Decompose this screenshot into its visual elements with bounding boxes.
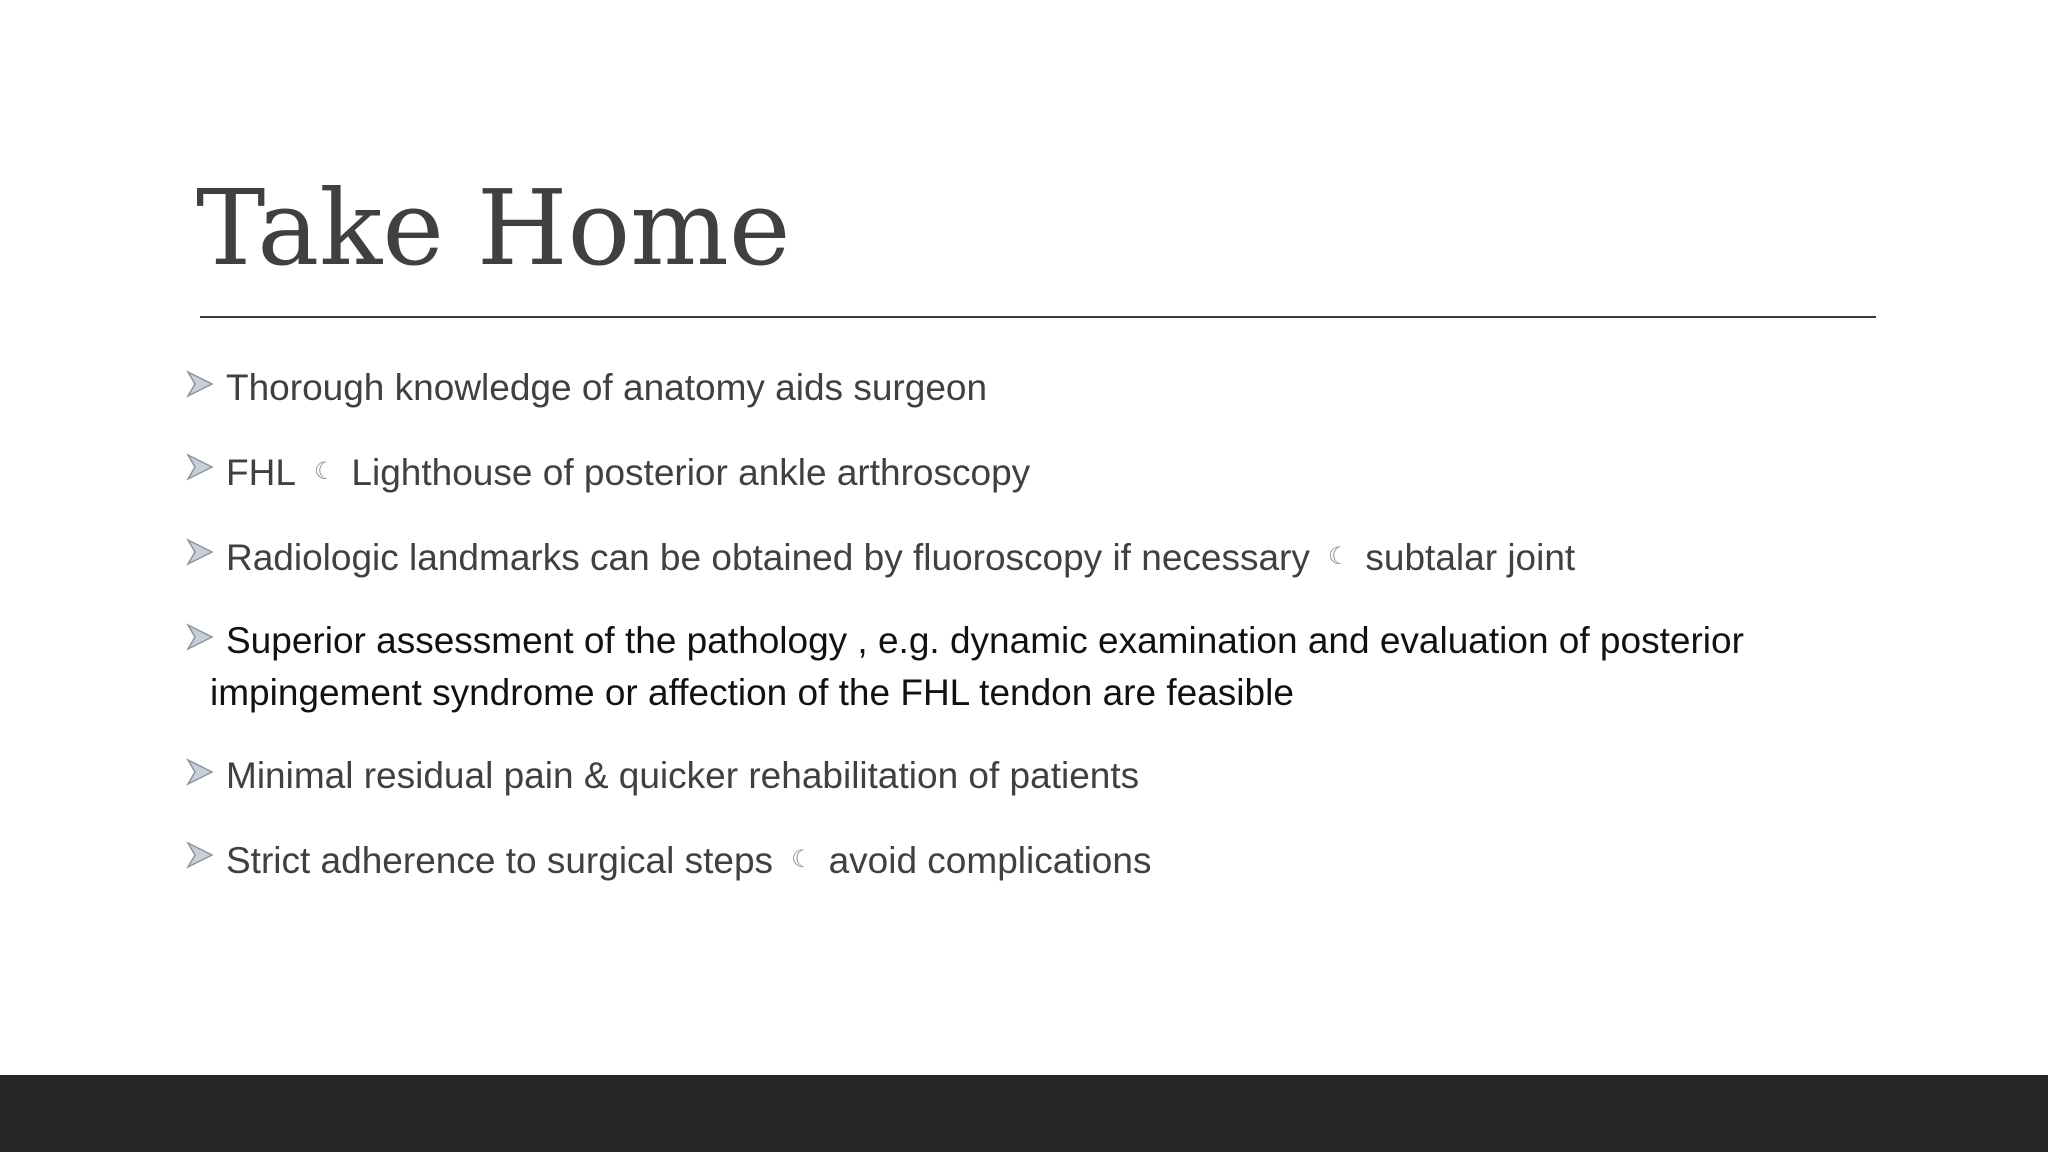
crescent-moon-icon: ☾: [313, 457, 336, 485]
bullet-text: avoid complications: [828, 840, 1152, 881]
bullet-item: [186, 615, 1886, 719]
crescent-moon-icon: ☾: [1327, 542, 1350, 570]
bullet-item: [186, 833, 1886, 887]
title-divider: [200, 316, 1876, 318]
bullet-item: [186, 362, 1886, 414]
crescent-moon-icon: ☾: [791, 845, 813, 873]
bullet-text: Radiologic landmarks can be obtained by fluoroscopy if necessary: [226, 537, 1310, 578]
bullet-item: [186, 445, 1886, 499]
arrowhead-bullet-icon: [186, 538, 214, 566]
arrowhead-bullet-icon: [186, 370, 214, 398]
bullet-text: Minimal residual pain & quicker rehabilitation of patients: [226, 755, 1140, 796]
bullet-text: Superior assessment of the pathology , e.g. dynamic examination and evaluation of posterior: [226, 620, 1744, 661]
bullet-text: Thorough knowledge of anatomy aids surgeon: [226, 367, 988, 408]
bullet-item: [186, 530, 1886, 584]
arrowhead-bullet-icon: [186, 758, 214, 786]
bullet-item: [186, 750, 1886, 802]
bullet-text-continuation: impingement syndrome or affection of the FHL tendon are feasible: [210, 672, 1294, 713]
arrowhead-bullet-icon: [186, 453, 214, 481]
slide-title: Take Home: [196, 167, 791, 289]
bullet-text: Strict adherence to surgical steps: [226, 840, 774, 881]
bullet-list: [186, 362, 1886, 918]
bullet-text: FHL: [226, 452, 296, 493]
footer-bar: [0, 1075, 2048, 1152]
bullet-text: subtalar joint: [1365, 537, 1576, 578]
arrowhead-bullet-icon: [186, 623, 214, 651]
bullet-text: Lighthouse of posterior ankle arthroscopy: [351, 452, 1031, 493]
arrowhead-bullet-icon: [186, 841, 214, 869]
